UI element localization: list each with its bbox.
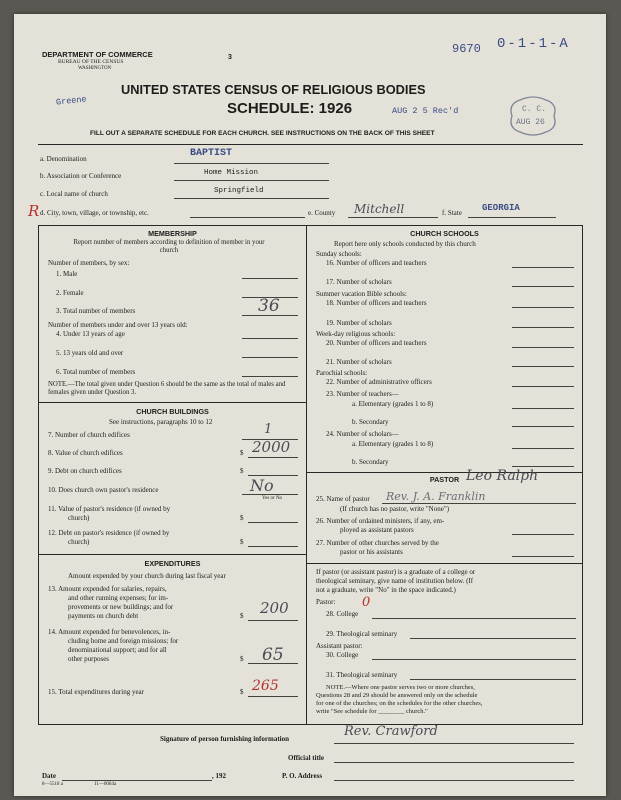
q25-value-overwrite: Leo Ralph [466,468,539,484]
table-right-rule [582,225,583,725]
po-address-label: P. O. Address [282,772,323,780]
date-label: Date [42,772,56,780]
census-schedule-page [14,14,606,796]
state-label: f. State [442,209,462,217]
under-over-label: Number of members under and over 13 years old: [48,321,188,329]
buildings-heading: CHURCH BUILDINGS [136,407,209,416]
membership-bottom-rule [38,402,306,403]
department-label: DEPARTMENT OF COMMERCE [42,50,153,59]
q22-line [512,386,574,387]
q24a-line [512,448,574,449]
q23a-line [512,408,574,409]
signature-line [334,743,574,744]
q24-label: 24. Number of scholars— [326,430,399,438]
page-number: 3 [228,54,232,61]
denomination-label: a. Denomination [40,155,87,163]
q26-label-line2: ployed as assistant pastors [340,526,414,534]
stamp-outline-icon [508,96,558,136]
table-left-rule [38,225,39,725]
q17-line [512,286,574,287]
q5-line [242,357,298,358]
form-title: UNITED STATES CENSUS OF RELIGIOUS BODIES [121,82,426,97]
q13-dollar-sign: $ [240,612,244,620]
q12-label-line2: church) [68,538,90,546]
pastor-note-line4: write "See schedule for ________ church." [316,708,428,715]
q23b-line [512,426,574,427]
q27-label-line1: 27. Number of other churches served by the [316,539,439,547]
q24b-label: b. Secondary [352,458,389,466]
pastor-heading: PASTOR [429,475,460,484]
pastor-note-line2: Questions 28 and 29 should be answered only on the schedule [316,692,478,699]
graduate-note-line2: theological seminary, give name of institution below. (If [316,577,474,585]
q7-edifices-label: 7. Number of church edifices [48,431,130,439]
q27-label-line2: pastor or his assistants [340,548,403,556]
graduate-note-line1: If pastor (or assistant pastor) is a graduate of a college or [316,568,476,576]
q25-label: 25. Name of pastor [316,495,370,503]
expenditures-heading: EXPENDITURES [144,559,201,568]
q29-line [410,638,576,639]
q8-value: 2000 [252,438,291,456]
city-label: d. City, town, village, or township, etc. [40,209,149,217]
city-line [190,217,305,218]
code-stamp: 0-1-1-A [497,36,570,52]
q4-under13-label: 4. Under 13 years of age [56,330,125,338]
signature-value: Rev. Crawford [344,724,438,739]
q26-line [512,534,574,535]
county-value: Mitchell [354,202,405,216]
q13-label-line3: provements or new buildings; and for [68,603,174,611]
q14-label-line2: cluding home and foreign missions; for [68,637,179,645]
serial-number-stamp: 9670 [452,42,481,56]
q21-line [512,366,574,367]
q1-line [242,278,298,279]
q12-line [248,546,298,547]
summer-schools-label: Summer vacation Bible schools: [316,290,407,298]
q28-line [372,618,576,619]
q28-label: 28. College [326,610,359,618]
q25-note: (If church has no pastor, write "None") [340,505,450,513]
q13-label-line4: payments on church debt [68,612,139,620]
buildings-bottom-rule [38,554,306,555]
q1-male-label: 1. Male [56,270,78,278]
q3-value: 36 [258,296,280,316]
q8-line [248,457,298,458]
q8-dollar-sign: $ [240,449,244,457]
parochial-schools-label: Parochial schools: [316,369,368,377]
membership-note: NOTE.—The total given under Question 6 should be the same as the total of males and females given under Question 3. [48,381,286,397]
print-code-2: 11—0064a [94,782,117,787]
weekday-schools-label: Week-day religious schools: [316,330,396,338]
q12-label-line1: 12. Debt on pastor's residence (if owned by [48,529,170,537]
q27-line [512,556,574,557]
county-line [348,217,438,218]
q14-label-line1: 14. Amount expended for benevolences, in- [48,628,171,636]
header-rule [38,144,583,145]
q30-line [372,659,576,660]
q11-line [248,522,298,523]
corner-stamp-date: AUG 26 [516,118,545,127]
schools-heading: CHURCH SCHOOLS [410,229,479,238]
q9-dollar-sign: $ [240,467,244,475]
q11-label-line1: 11. Value of pastor's residence (if owned by [48,505,171,513]
q16-label: 16. Number of officers and teachers [326,259,427,267]
q2-female-label: 2. Female [56,289,84,297]
denomination-line [174,163,329,164]
q25-line [382,503,576,504]
official-title-line [334,762,574,763]
po-address-line [334,780,574,781]
table-bottom-rule [38,724,583,725]
bureau-label: BUREAU OF THE CENSUS [58,59,124,65]
table-top-rule [38,225,583,226]
association-line [174,180,329,181]
pastor-note-line3: for one of the churches; on the schedules for the other churches, [316,700,483,707]
membership-heading: MEMBERSHIP [148,229,197,238]
state-line [468,217,556,218]
q17-label: 17. Number of scholars [326,278,392,286]
q24b-line [512,466,574,467]
q15-line [248,696,298,697]
q19-line [512,327,574,328]
county-label: e. County [308,209,336,217]
q20-label: 20. Number of officers and teachers [326,339,427,347]
q18-line [512,307,574,308]
local-name-label: c. Local name of church [40,190,108,198]
q5-over13-label: 5. 13 years old and over [56,349,124,357]
q30-label: 30. College [326,651,359,659]
county-stamp: Greene [55,94,88,108]
local-name-value: Springfield [214,187,264,195]
received-stamp: AUG 2 5 Rec'd [392,106,459,116]
q14-dollar-sign: $ [240,655,244,663]
q14-value: 65 [262,645,284,665]
signature-label: Signature of person furnishing information [160,735,289,743]
q8-value-label: 8. Value of church edifices [48,449,123,457]
q28-value: 0 [362,595,371,610]
q10-residence-label: 10. Does church own pastor's residence [48,486,159,494]
association-value: Home Mission [204,169,259,177]
q13-label-line2: and other running expenses; for im- [68,594,169,602]
q4-line [242,338,298,339]
denomination-value: BAPTIST [190,148,233,159]
q20-line [512,347,574,348]
date-line [62,780,212,781]
margin-mark: R [28,202,40,220]
form-schedule-title: SCHEDULE: 1926 [227,100,353,117]
q15-dollar-sign: $ [240,688,244,696]
q9-debt-label: 9. Debt on church edifices [48,467,122,475]
graduate-note-line3: not a graduate, write "No" in the space indicated.) [316,586,456,594]
q21-label: 21. Number of scholars [326,358,392,366]
q6-total-label: 6. Total number of members [56,368,136,376]
q3-total-label: 3. Total number of members [56,307,136,315]
corner-stamp-text: C. C. [522,105,547,114]
q10-value: No [250,476,274,495]
q14-label-line4: other purposes [68,655,110,663]
members-by-sex-label: Number of members, by sex: [48,259,130,267]
schools-bottom-rule [306,472,583,473]
q23a-label: a. Elementary (grades 1 to 8) [352,400,434,408]
q31-label: 31. Theological seminary [326,671,398,679]
membership-intro: Report number of members according to definition of member in your church [73,239,265,255]
q26-label-line1: 26. Number of ordained ministers, if any, em- [316,517,445,525]
q23b-label: b. Secondary [352,418,389,426]
pastor-subsection-label: Pastor: [316,598,336,606]
q15-value: 265 [252,678,279,694]
q11-dollar-sign: $ [240,514,244,522]
yes-no-hint: Yes or No [262,496,283,501]
washington-label: WASHINGTON [78,66,112,71]
q29-label: 29. Theological seminary [326,630,398,638]
q19-label: 19. Number of scholars [326,319,392,327]
q7-value: 1 [264,422,273,437]
schools-sub: Report here only schools conducted by this church [334,240,476,248]
q14-label-line3: denominational support; and for all [68,646,167,654]
q18-label: 18. Number of officers and teachers [326,299,427,307]
assistant-pastor-label: Assistant pastor: [316,642,363,650]
pastor-mid-rule [306,563,583,564]
expenditures-sub: Amount expended by your church during last fiscal year [68,572,226,580]
corner-received-stamp [508,96,558,136]
pastor-note-line1: NOTE.—Where one pastor serves two or more churches, [326,684,475,691]
sunday-schools-label: Sunday schools: [316,250,362,258]
q25-value: Rev. J. A. Franklin [386,490,486,503]
q23-label: 23. Number of teachers— [326,390,399,398]
print-code-1: 8—5518 a [42,782,63,787]
q13-line [248,620,298,621]
q31-line [410,679,576,680]
association-label: b. Association or Conference [40,172,122,180]
q22-label: 22. Number of administrative officers [326,378,432,386]
q13-value: 200 [260,599,289,617]
local-name-line [174,198,329,199]
state-value: GEORGIA [482,203,520,213]
q16-line [512,267,574,268]
q11-label-line2: church) [68,514,90,522]
date-year: , 192 [212,772,226,780]
q13-label-line1: 13. Amount expended for salaries, repairs, [48,585,167,593]
q15-total-label: 15. Total expenditures during year [48,688,144,696]
q12-dollar-sign: $ [240,538,244,546]
instruction-line: FILL OUT A SEPARATE SCHEDULE FOR EACH CHURCH. SEE INSTRUCTIONS ON THE BACK OF THIS SHEET [90,130,435,137]
official-title-label: Official title [288,754,324,762]
buildings-sub: See instructions, paragraphs 10 to 12 [109,418,213,426]
q24a-label: a. Elementary (grades 1 to 8) [352,440,434,448]
q6-line [242,376,298,377]
